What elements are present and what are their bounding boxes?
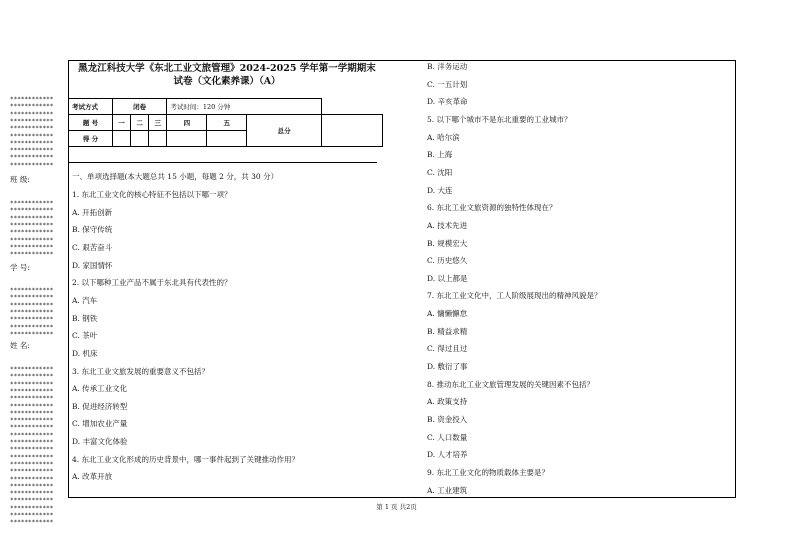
col-3: 三: [149, 115, 167, 131]
dot-row: ************: [10, 125, 54, 133]
dot-row: ************: [10, 301, 54, 309]
exam-title: [72, 62, 382, 88]
answer-option: A. 汽车: [72, 295, 98, 305]
dot-row: ************: [10, 236, 54, 244]
dot-row: ************: [10, 387, 54, 395]
dot-row: ************: [10, 475, 54, 483]
answer-option: D. 敷衍了事: [427, 362, 468, 372]
dot-row: ************: [10, 417, 54, 425]
question-text: 2. 以下哪种工业产品不属于东北具有代表性的？: [72, 278, 232, 288]
answer-option: D. 机床: [72, 348, 98, 358]
dot-row: ************: [10, 512, 54, 519]
score-cell[interactable]: [207, 131, 247, 147]
answer-option: C. 人口数量: [427, 432, 468, 442]
dot-row: ************: [10, 139, 54, 147]
answer-option: D. 大连: [427, 185, 453, 195]
question-text: 7. 东北工业文化中，工人阶级展现出的精神风貌是？: [427, 291, 602, 301]
dot-row: ************: [10, 431, 54, 439]
dot-row: ************: [10, 214, 54, 222]
answer-option: C. 得过且过: [427, 344, 468, 354]
dot-row: ************: [10, 366, 54, 373]
answer-option: C. 一五计划: [427, 79, 468, 89]
total-cell[interactable]: [322, 115, 383, 147]
col-1: 一: [113, 115, 131, 131]
dot-row: ************: [10, 229, 54, 237]
dot-row: ************: [10, 453, 54, 461]
dot-row: ************: [10, 96, 54, 103]
divider: [68, 162, 377, 163]
question-text: 4. 东北工业文化形成的历史背景中，哪一事件起到了关键推动作用？: [72, 454, 300, 464]
dot-row: ************: [10, 207, 54, 215]
dot-row: ************: [10, 110, 54, 118]
answer-option: C. 艰苦奋斗: [72, 242, 113, 252]
answer-option: A. 哈尔滨: [427, 132, 460, 142]
answer-option: A. 开拓创新: [72, 207, 113, 217]
dot-row: ************: [10, 380, 54, 388]
answer-option: B. 洋务运动: [427, 62, 468, 71]
dot-row: ************: [10, 161, 54, 169]
score-label: 得 分: [69, 131, 113, 147]
answer-option: C. 增加农业产量: [72, 419, 128, 429]
dot-row: ************: [10, 446, 54, 454]
dot-row: ************: [10, 409, 54, 417]
dot-row: ************: [10, 402, 54, 410]
dot-row: ************: [10, 424, 54, 432]
answer-option: D. 丰富文化体验: [72, 437, 128, 447]
question-text: 1. 东北工业文化的核心特征不包括以下哪一项？: [72, 190, 232, 199]
dot-row: ************: [10, 294, 54, 302]
score-table: [68, 98, 383, 147]
answer-option: C. 茶叶: [72, 331, 98, 341]
answer-option: B. 钢铁: [72, 313, 98, 323]
dot-row: ************: [10, 221, 54, 229]
dot-row: ************: [10, 147, 54, 155]
question-text: 6. 东北工业文旅资源的独特性体现在？: [427, 203, 557, 213]
total-label: 总分: [247, 115, 322, 147]
frame-border: [68, 60, 736, 61]
dot-row: ************: [10, 287, 54, 294]
answer-option: D. 以上都是: [427, 273, 468, 283]
score-cell[interactable]: [149, 131, 167, 147]
title-line-2: 试卷（文化素养课）（A）: [173, 76, 281, 87]
answer-option: A. 技术先进: [427, 220, 468, 230]
dot-row: ************: [10, 251, 54, 259]
dot-row: ************: [10, 373, 54, 381]
score-cell[interactable]: [167, 131, 207, 147]
question-no-label: 题 号: [69, 115, 113, 131]
exam-mode-label: 考试方式: [69, 99, 113, 115]
dot-row: ************: [10, 468, 54, 476]
dot-row: ************: [10, 103, 54, 111]
dot-row: ************: [10, 323, 54, 331]
question-text: 8. 推动东北工业文旅管理发展的关键因素不包括？: [427, 379, 595, 389]
answer-option: D. 家国情怀: [72, 260, 113, 270]
dot-row: ************: [10, 200, 54, 207]
dot-row: ************: [10, 490, 54, 498]
dot-row: ************: [10, 316, 54, 324]
answer-option: A. 工业建筑: [427, 485, 468, 495]
page-footer: 第 1 页 共2页: [376, 503, 417, 511]
answer-option: B. 规模宏大: [427, 238, 468, 248]
dot-row: ************: [10, 243, 54, 251]
score-cell[interactable]: [131, 131, 149, 147]
answer-option: B. 促进经济转型: [72, 401, 128, 411]
frame-border: [735, 60, 736, 497]
answer-option: A. 传承工业文化: [72, 384, 128, 394]
dot-row: ************: [10, 482, 54, 490]
dot-row: ************: [10, 330, 54, 338]
dot-row: ************: [10, 519, 54, 527]
answer-option: B. 上海: [427, 150, 453, 160]
student-info-label: 学 号:: [10, 263, 30, 272]
exam-mode: 闭卷: [113, 99, 167, 115]
answer-option: D. 人才培养: [427, 450, 468, 460]
answer-option: B. 精益求精: [427, 326, 468, 336]
score-cell[interactable]: [113, 131, 131, 147]
col-2: 二: [131, 115, 149, 131]
col-4: 四: [167, 115, 207, 131]
dot-row: ************: [10, 132, 54, 140]
dot-row: ************: [10, 504, 54, 512]
dot-row: ************: [10, 395, 54, 403]
dot-row: ************: [10, 117, 54, 125]
answer-option: C. 沈阳: [427, 167, 453, 177]
question-text: 9. 东北工业文化的物质载体主要是？: [427, 467, 550, 477]
answer-option: B. 资金投入: [427, 415, 468, 424]
answer-option: D. 辛亥革命: [427, 97, 468, 107]
dot-row: ************: [10, 308, 54, 316]
dot-row: ************: [10, 497, 54, 505]
frame-border: [68, 497, 736, 498]
dot-row: ************: [10, 439, 54, 446]
exam-time: 考试时间：120 分钟: [167, 99, 322, 115]
col-5: 五: [207, 115, 247, 131]
answer-option: C. 历史悠久: [427, 256, 468, 266]
answer-option: A. 慵懒懈怠: [427, 309, 468, 319]
student-info-label: 班 级:: [10, 175, 30, 184]
student-info-label: 姓 名:: [10, 341, 30, 350]
question-text: 3. 东北工业文旅发展的重要意义不包括？: [72, 366, 210, 376]
answer-option: B. 保守传统: [72, 225, 113, 235]
section-title: 一、单项选择题(本大题总共 15 小题，每题 2 分，共 30 分）: [72, 172, 279, 181]
dot-row: ************: [10, 460, 54, 468]
dot-row: ************: [10, 154, 54, 162]
question-text: 5. 以下哪个城市不是东北重要的工业城市？: [427, 114, 572, 124]
answer-option: A. 改革开放: [72, 472, 113, 482]
answer-option: A. 政策支持: [427, 397, 468, 407]
title-line-1: 黑龙江科技大学《东北工业文旅管理》2024-2025 学年第一学期期末: [78, 63, 376, 74]
